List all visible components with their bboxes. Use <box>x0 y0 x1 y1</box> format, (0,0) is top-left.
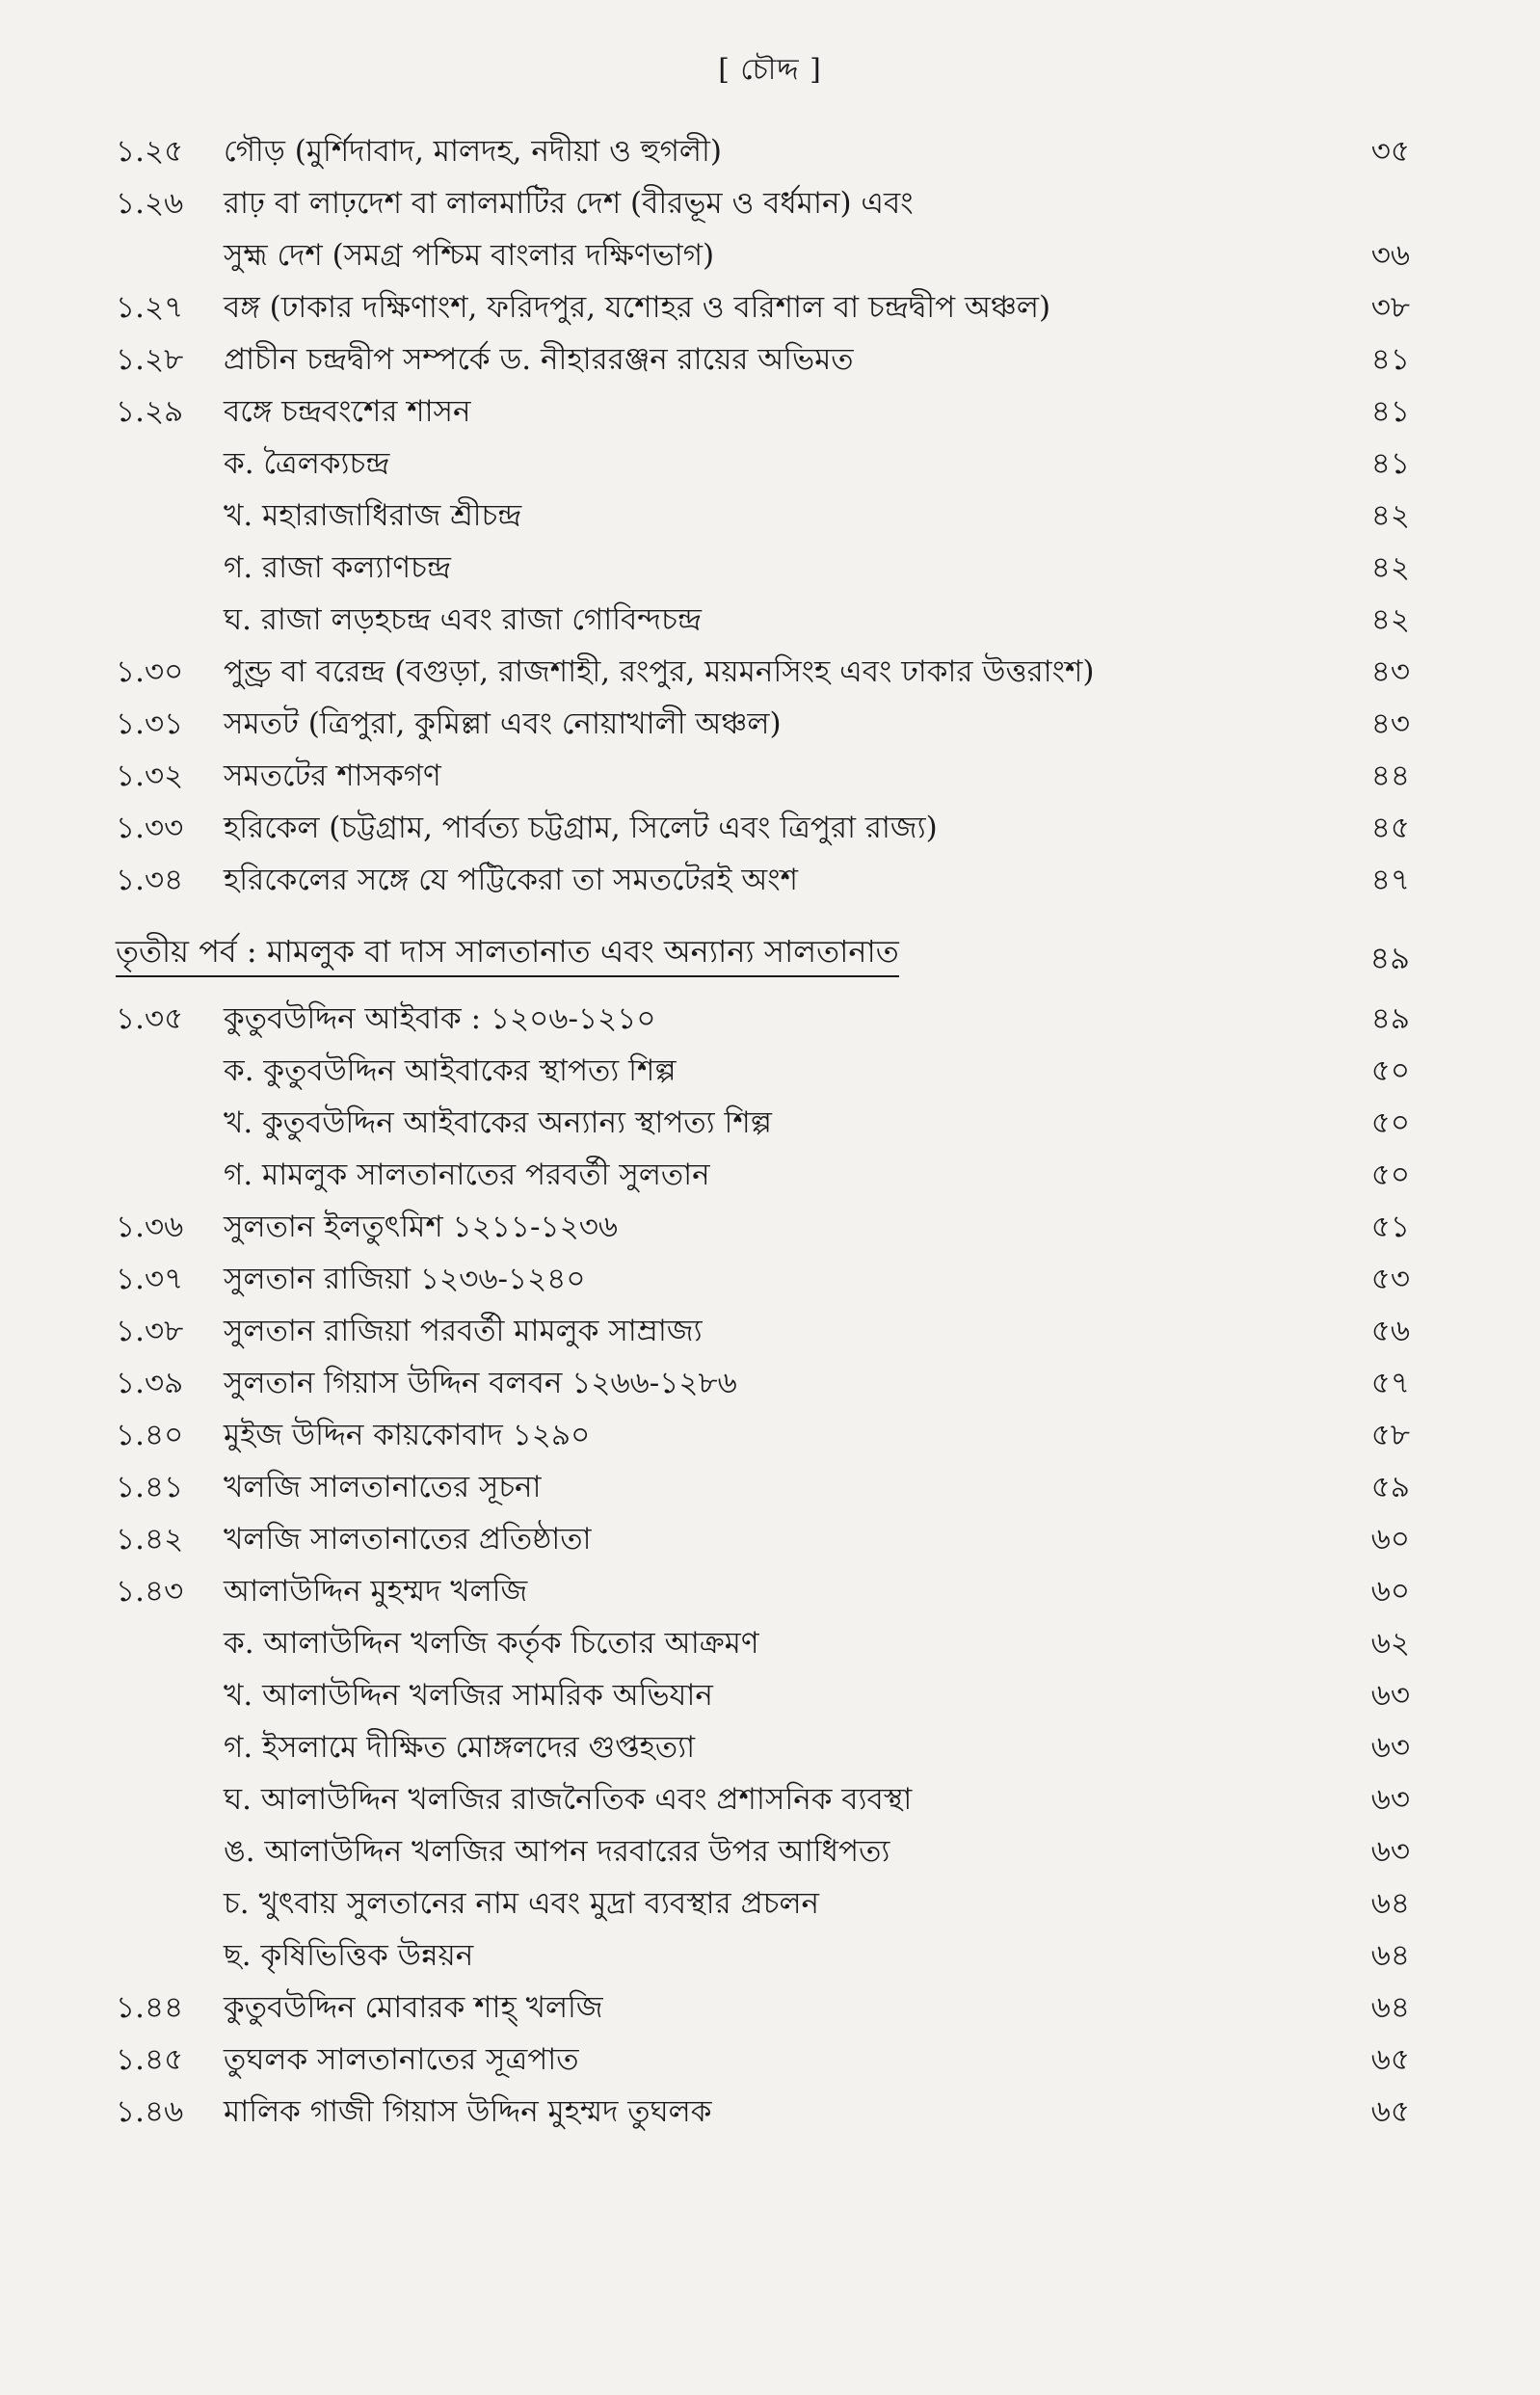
entry-number: ১.৪৩ <box>116 1574 184 1609</box>
toc-entry <box>0 854 1540 906</box>
entry-number: ১.২৬ <box>116 186 184 221</box>
entry-page-number: ৪৩ <box>1370 654 1410 689</box>
entry-page-number: ৪৫ <box>1370 811 1410 845</box>
entry-title: ঘ. আলাউদ্দিন খলজির রাজনৈতিক এবং প্রশাসনিক ব্যবস্থা <box>224 1782 913 1817</box>
toc-entry <box>0 1669 1540 1721</box>
toc-section-heading <box>0 929 1540 987</box>
toc-entry <box>0 1201 1540 1253</box>
entry-page-number: ৬৪ <box>1370 1938 1410 1973</box>
entry-page-number: ৫৬ <box>1370 1314 1410 1348</box>
entry-page-number: ৫০ <box>1370 1053 1410 1088</box>
toc-entry <box>0 1357 1540 1409</box>
entry-title: ছ. কৃষিভিত্তিক উন্নয়ন <box>224 1938 474 1973</box>
entry-number: ১.৩৩ <box>116 811 184 845</box>
toc-entry <box>0 281 1540 333</box>
entry-number: ১.৩৪ <box>116 863 184 897</box>
entry-title: মালিক গাজী গিয়াস উদ্দিন মুহম্মদ তুঘলক <box>224 2094 712 2129</box>
entry-title: গ. ইসলামে দীক্ষিত মোঙ্গলদের গুপ্তহত্যা <box>224 1730 696 1765</box>
entry-page-number: ৪১ <box>1370 394 1410 429</box>
entry-page-number: ৪১ <box>1370 342 1410 377</box>
toc-entry <box>0 1097 1540 1149</box>
toc-entry <box>0 1825 1540 1877</box>
entry-title: খ. আলাউদ্দিন খলজির সামরিক অভিযান <box>224 1678 713 1713</box>
entry-number: ১.২৭ <box>116 290 184 325</box>
entry-page-number: ৬৪ <box>1370 1886 1410 1921</box>
entry-title: খলজি সালতানাতের প্রতিষ্ঠাতা <box>224 1522 592 1557</box>
entry-page-number: ৪৭ <box>1370 863 1410 897</box>
entry-page-number: ৪৪ <box>1370 758 1410 793</box>
toc-entry <box>0 1513 1540 1565</box>
entry-title: সুহ্ম দেশ (সমগ্র পশ্চিম বাংলার দক্ষিণভাগ) <box>224 238 715 273</box>
toc-entry <box>0 1045 1540 1097</box>
toc-entry <box>0 1617 1540 1669</box>
entry-title: ঘ. রাজা লড়হচন্দ্র এবং রাজা গোবিন্দচন্দ্র <box>224 602 702 637</box>
entry-title: চ. খুৎবায় সুলতানের নাম এবং মুদ্রা ব্যবস্থার প্রচলন <box>224 1886 820 1921</box>
section-title: তৃতীয় পর্ব : মামলুক বা দাস সালতানাত এবং অন্যান্য সালতানাত <box>116 929 899 977</box>
page-header: [ চৌদ্দ ] <box>718 53 822 87</box>
toc-entry <box>0 1773 1540 1825</box>
entry-title: রাঢ় বা লাঢ়দেশ বা লালমাটির দেশ (বীরভূম ও বর্ধমান) এবং <box>224 186 914 221</box>
entry-page-number: ৬০ <box>1370 1522 1410 1557</box>
entry-number: ১.৪৬ <box>116 2094 184 2129</box>
entry-title: গৌড় (মুর্শিদাবাদ, মালদহ, নদীয়া ও হুগলী) <box>224 134 722 169</box>
entry-page-number: ৩৫ <box>1370 134 1410 169</box>
entry-title: সুলতান ইলতুৎমিশ ১২১১-১২৩৬ <box>224 1210 619 1244</box>
entry-page-number: ৫১ <box>1370 1210 1410 1244</box>
entry-title: সমতটের শাসকগণ <box>224 758 441 793</box>
entry-title: আলাউদ্দিন মুহম্মদ খলজি <box>224 1574 528 1609</box>
entry-title: গ. মামলুক সালতানাতের পরবর্তী সুলতান <box>224 1158 710 1192</box>
toc-entry <box>0 490 1540 542</box>
entry-page-number: ৪২ <box>1370 498 1410 533</box>
entry-page-number: ৪২ <box>1370 550 1410 585</box>
entry-title: বঙ্গে চন্দ্রবংশের শাসন <box>224 394 471 429</box>
entry-page-number: ৫০ <box>1370 1105 1410 1140</box>
entry-number: ১.৪২ <box>116 1522 184 1557</box>
entry-title: হরিকেল (চট্টগ্রাম, পার্বত্য চট্টগ্রাম, সিলেট এবং ত্রিপুরা রাজ্য) <box>224 811 938 845</box>
section-page-number: ৪৯ <box>1369 940 1410 976</box>
entry-number: ১.২৫ <box>116 134 184 169</box>
entry-title: তুঘলক সালতানাতের সূত্রপাত <box>224 2042 579 2077</box>
entry-number: ১.৩০ <box>116 654 184 689</box>
entry-title: গ. রাজা কল্যাণচন্দ্র <box>224 550 451 585</box>
entry-number: ১.২৯ <box>116 394 184 429</box>
entry-title: পুণ্ড্র বা বরেন্দ্র (বগুড়া, রাজশাহী, রংপুর, ময়মনসিংহ এবং ঢাকার উত্তরাংশ) <box>224 654 1095 689</box>
entry-title: ঙ. আলাউদ্দিন খলজির আপন দরবারের উপর আধিপত্য <box>224 1834 890 1869</box>
entry-title: মুইজ উদ্দিন কায়কোবাদ ১২৯০ <box>224 1418 591 1452</box>
entry-page-number: ৬২ <box>1370 1626 1410 1661</box>
toc-entry <box>0 698 1540 750</box>
entry-title: হরিকেলের সঙ্গে যে পট্টিকেরা তা সমতটেরই অংশ <box>224 863 798 897</box>
entry-number: ১.৩৭ <box>116 1262 184 1296</box>
entry-page-number: ৬৩ <box>1370 1834 1410 1869</box>
entry-page-number: ৪৩ <box>1370 706 1410 741</box>
toc-entry <box>0 386 1540 438</box>
toc-entry <box>0 646 1540 698</box>
entry-number: ১.২৮ <box>116 342 184 377</box>
toc-entry <box>0 2034 1540 2086</box>
toc-list-part-two <box>0 125 1540 906</box>
toc-entry <box>0 177 1540 229</box>
entry-number: ১.৩৯ <box>116 1366 184 1400</box>
toc-list-part-three <box>0 993 1540 2138</box>
toc-entry <box>0 1149 1540 1201</box>
entry-page-number: ৩৮ <box>1370 290 1410 325</box>
toc-entry <box>0 1982 1540 2034</box>
entry-title: কুতুবউদ্দিন মোবারক শাহ্ খলজি <box>224 1990 603 2025</box>
entry-number: ১.৪১ <box>116 1470 184 1504</box>
entry-page-number: ৬৫ <box>1370 2042 1410 2077</box>
entry-title: সুলতান রাজিয়া পরবর্তী মামলুক সাম্রাজ্য <box>224 1314 703 1348</box>
entry-title: সুলতান গিয়াস উদ্দিন বলবন ১২৬৬-১২৮৬ <box>224 1366 737 1400</box>
toc-entry <box>0 1929 1540 1982</box>
entry-number: ১.৩৬ <box>116 1210 184 1244</box>
toc-entry <box>0 2086 1540 2138</box>
entry-title: ক. কুতুবউদ্দিন আইবাকের স্থাপত্য শিল্প <box>224 1053 677 1088</box>
toc-entry <box>0 1409 1540 1461</box>
toc-entry <box>0 125 1540 177</box>
entry-page-number: ৬৫ <box>1370 2094 1410 2129</box>
entry-title: সমতট (ত্রিপুরা, কুমিল্লা এবং নোয়াখালী অঞ্চল) <box>224 706 782 741</box>
toc-entry <box>0 802 1540 854</box>
toc-entry <box>0 594 1540 646</box>
entry-page-number: ৩৬ <box>1370 238 1410 273</box>
entry-page-number: ৫৭ <box>1370 1366 1410 1400</box>
toc-entry <box>0 1305 1540 1357</box>
toc-entry <box>0 1721 1540 1773</box>
entry-number: ১.৩৮ <box>116 1314 184 1348</box>
toc-entry <box>0 993 1540 1045</box>
toc-entry <box>0 229 1540 281</box>
toc-entry <box>0 1253 1540 1305</box>
entry-page-number: ৫৮ <box>1370 1418 1410 1452</box>
entry-title: খলজি সালতানাতের সূচনা <box>224 1470 542 1504</box>
entry-number: ১.৪০ <box>116 1418 184 1452</box>
table-of-contents <box>0 125 1540 2138</box>
entry-title: সুলতান রাজিয়া ১২৩৬-১২৪০ <box>224 1262 586 1296</box>
entry-title: খ. কুতুবউদ্দিন আইবাকের অন্যান্য স্থাপত্য শিল্প <box>224 1105 772 1140</box>
entry-page-number: ৬৩ <box>1370 1678 1410 1713</box>
toc-entry <box>0 1565 1540 1617</box>
entry-page-number: ৬৪ <box>1370 1990 1410 2025</box>
entry-number: ১.৪৪ <box>116 1990 184 2025</box>
entry-page-number: ৪২ <box>1370 602 1410 637</box>
toc-entry <box>0 438 1540 490</box>
toc-entry <box>0 542 1540 594</box>
entry-page-number: ৪৯ <box>1370 1001 1410 1036</box>
toc-entry <box>0 750 1540 802</box>
entry-number: ১.৩৫ <box>116 1001 184 1036</box>
entry-title: বঙ্গ (ঢাকার দক্ষিণাংশ, ফরিদপুর, যশোহর ও বরিশাল বা চন্দ্রদ্বীপ অঞ্চল) <box>224 290 1051 325</box>
entry-title: খ. মহারাজাধিরাজ শ্রীচন্দ্র <box>224 498 522 533</box>
entry-page-number: ৬৩ <box>1370 1730 1410 1765</box>
entry-title: ক. ত্রৈলক্যচন্দ্র <box>224 446 390 481</box>
entry-title: প্রাচীন চন্দ্রদ্বীপ সম্পর্কে ড. নীহাররঞ্জন রায়ের অভিমত <box>224 342 854 377</box>
entry-number: ১.৩১ <box>116 706 184 741</box>
toc-entry <box>0 1877 1540 1929</box>
entry-page-number: ৬০ <box>1370 1574 1410 1609</box>
entry-page-number: ৫৯ <box>1370 1470 1410 1504</box>
entry-number: ১.৩২ <box>116 758 184 793</box>
entry-title: কুতুবউদ্দিন আইবাক : ১২০৬-১২১০ <box>224 1001 656 1036</box>
entry-page-number: ৪১ <box>1370 446 1410 481</box>
toc-entry <box>0 333 1540 386</box>
entry-page-number: ৬৩ <box>1370 1782 1410 1817</box>
toc-entry <box>0 1461 1540 1513</box>
entry-title: ক. আলাউদ্দিন খলজি কর্তৃক চিতোর আক্রমণ <box>224 1626 759 1661</box>
entry-page-number: ৫৩ <box>1370 1262 1410 1296</box>
entry-page-number: ৫০ <box>1370 1158 1410 1192</box>
entry-number: ১.৪৫ <box>116 2042 184 2077</box>
